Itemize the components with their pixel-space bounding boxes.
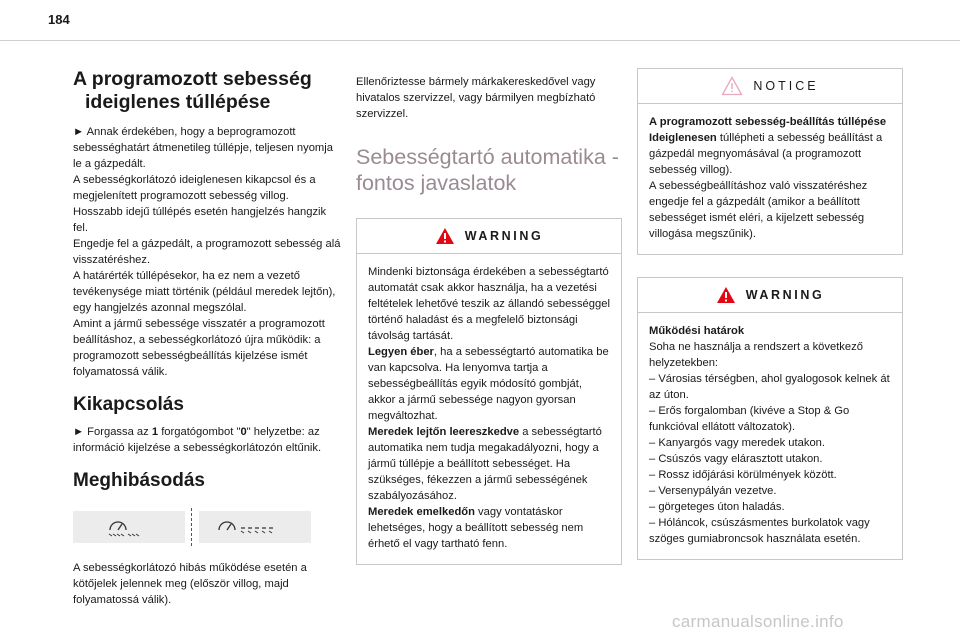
warning-paragraph: [649, 323, 891, 339]
paragraph-off-instruction: [73, 424, 341, 456]
speed-limiter-dashes-icon: [73, 511, 185, 543]
notice-label: NOTICE: [753, 79, 819, 93]
paragraph: Hosszabb idejű túllépés esetén hangjelzés hangzik fel.: [73, 206, 327, 234]
fault-lamp-illustrations: [73, 508, 341, 546]
paragraph-text: " helyzetbe: az információ kijelzése a sebességkorlátozón eltűnik.: [73, 426, 322, 454]
notice-paragraph: A sebességbeállításhoz való visszatéréshez engedje fel a gázpedált (amikor a beállított sebességet ismét eléri, a kijelzett sebesség villogása megszűnik).: [649, 180, 868, 240]
notice-box: [637, 68, 903, 255]
emphasis-text: A programozott sebesség-beállítás túllépése: [649, 116, 887, 128]
section-title-fault: Meghibásodás: [73, 470, 205, 491]
list-item: – Hóláncok, csúszásmentes burkolatok vagy szöges gumiabroncsok használata esetén.: [649, 517, 870, 545]
list-item: – Kanyargós vagy meredek utakon.: [649, 437, 825, 449]
title-line-1: A programozott sebesség: [73, 68, 312, 90]
warning-triangle-icon: [716, 286, 736, 304]
list-item: – Versenypályán vezetve.: [649, 485, 777, 497]
warning-paragraph: Soha ne használja a rendszert a következő helyzetekben:: [649, 341, 863, 369]
paragraph-text: Forgassa az: [84, 426, 152, 438]
page-number: 184: [48, 12, 70, 27]
warning-paragraph: [368, 504, 610, 552]
list-item: – Rossz időjárási körülmények között.: [649, 469, 837, 481]
section-title-override: [73, 68, 341, 114]
warning-header: [357, 219, 621, 254]
list-item: – görgeteges úton haladás.: [649, 501, 785, 513]
warning-header: [638, 278, 902, 313]
knob-number: 1: [151, 426, 159, 438]
paragraph: A sebességkorlátozó ideiglenesen kikapcsol és a megjelenített programozott sebesség villog.: [73, 174, 316, 202]
paragraph-fault: A sebességkorlátozó hibás működése esetén a kötőjelek jelennek meg (először villog, majd folyamatossá válik).: [73, 562, 307, 606]
list-item: – Csúszós vagy elárasztott utakon.: [649, 453, 823, 465]
paragraph-text: a sebességtartó automatika nem tudja megakadályozni, hogy a jármű túllépje a beállított sebességet. Ha szükséges, fékezzen a jármű sebességének szabályozásához.: [368, 426, 602, 502]
arrow-bullet-icon: ►: [73, 426, 85, 438]
list-item: – Erős forgalomban (kivéve a Stop & Go funkcióval ellátott változatok).: [649, 405, 850, 433]
warning-paragraph: [368, 424, 610, 504]
column-middle: [356, 74, 622, 565]
warning-box-limits: [637, 277, 903, 560]
notice-header: [638, 69, 902, 104]
column-left: [73, 68, 341, 608]
paragraph-text: túllépheti a sebesség beállítást a gázpedál megnyomásával (a programozott sebesség villog).: [649, 132, 883, 176]
section-title-cruise-control: Sebességtartó automatika - fontos javaslatok: [356, 145, 619, 195]
list-item: – Városias térségben, ahol gyalogosok kelnek át az úton.: [649, 373, 890, 401]
column-right: [637, 68, 903, 560]
paragraph: Amint a jármű sebessége visszatér a programozott beállításhoz, a sebességkorlátozó újra működik: a programozott sebességbeállítás kijelzése ismét folyamatossá válik.: [73, 318, 325, 378]
warning-paragraph: Mindenki biztonsága érdekében a sebességtartó automatát csak akkor használja, ha a vezetési feltételek lehetővé teszik az állandó sebességgel történő haladást és a megfelelő biztonsági távolság tartását.: [368, 266, 610, 342]
paragraph-intro: Ellenőriztesse bármely márkakereskedővel vagy hivatalos szervizzel, vagy bármilyen megbízható szervizzel.: [356, 76, 596, 120]
speed-limiter-dashes-icon: [199, 511, 311, 543]
warning-label: WARNING: [745, 288, 825, 302]
paragraph: Engedje fel a gázpedált, a programozott sebesség alá visszatéréshez.: [73, 238, 341, 266]
warning-box: [356, 218, 622, 565]
warning-label: WARNING: [464, 229, 544, 243]
lamp-separator: [185, 508, 199, 546]
paragraph-text: Annak érdekében, hogy a beprogramozott sebességhatárt átmenetileg túllépje, teljesen nyomja le a gázpedált.: [73, 126, 333, 170]
emphasis-text: Meredek lejtőn leereszkedve: [368, 426, 520, 438]
paragraph-text: forgatógombot ": [158, 426, 241, 438]
section-title-off: Kikapcsolás: [73, 394, 184, 415]
knob-position: 0: [240, 426, 247, 438]
notice-paragraph: [649, 130, 891, 178]
paragraph: A határérték túllépésekor, ha ez nem a vezető tevékenysége miatt történik (például meredek lejtőn), egy hangjelzés azonnal megszólal.: [73, 270, 336, 314]
title-line-2: ideiglenes túllépése: [85, 91, 271, 113]
arrow-bullet-icon: ►: [73, 126, 85, 138]
emphasis-text: Működési határok: [649, 325, 745, 337]
paragraph-override-instruction: [73, 124, 341, 172]
paragraph-text: vagy vontatáskor lehetséges, hogy a beállított sebesség nem érhető el vagy tartható fenn.: [368, 506, 584, 550]
warning-paragraph: [368, 344, 610, 424]
watermark: carmanualsonline.info: [672, 612, 844, 631]
emphasis-text: Ideiglenesen: [649, 132, 717, 144]
emphasis-text: Legyen éber: [368, 346, 434, 358]
emphasis-text: Meredek emelkedőn: [368, 506, 475, 518]
notice-triangle-icon: [721, 76, 743, 96]
paragraph-text: , ha a sebességtartó automatika be van kapcsolva. Ha lenyomva tartja a sebességbeállítás egyik módosító gombját, akkor a jármű sebessége nagyon gyorsan megváltozhat.: [368, 346, 609, 422]
warning-triangle-icon: [435, 227, 455, 245]
header-divider: [0, 40, 960, 41]
notice-paragraph: [649, 114, 891, 130]
